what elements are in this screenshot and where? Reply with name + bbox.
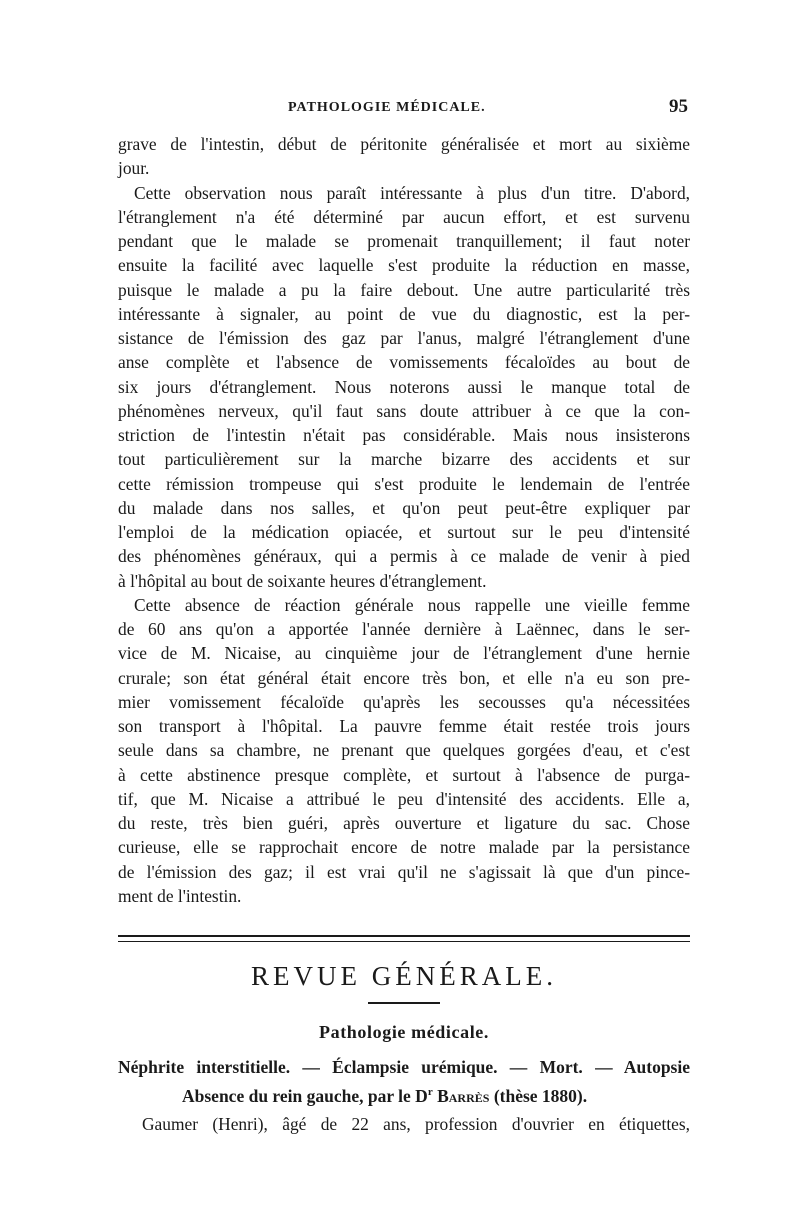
author-name: Barrès	[432, 1085, 490, 1106]
page-number: 95	[669, 96, 688, 117]
text-line: phénomènes nerveux, qu'il faut sans doute attribuer à ce que la con-	[118, 400, 690, 421]
title-underline	[368, 1002, 440, 1004]
text-line: mier vomissement fécaloïde qu'après les secousses qu'a nécessitées	[118, 691, 690, 712]
text-line: vice de M. Nicaise, au cinquième jour de l'étranglement d'une hernie	[118, 643, 690, 664]
text-line: son transport à l'hôpital. La pauvre femme était restée trois jours	[118, 716, 690, 736]
text-line: l'étranglement n'a été déterminé par aucun effort, et est survenu	[118, 206, 690, 227]
running-title: PATHOLOGIE MÉDICALE.	[288, 100, 486, 115]
title-abbreviation: r	[427, 1086, 433, 1098]
article-heading-text: Absence du rein gauche, par le D	[182, 1085, 428, 1106]
text-line: ment de l'intestin.	[118, 885, 242, 906]
text-line: à l'hôpital au bout de soixante heures d'étranglement.	[118, 570, 487, 591]
section-title: REVUE GÉNÉRALE.	[251, 961, 557, 991]
thesis-reference: (thèse 1880).	[489, 1085, 588, 1106]
text-line: crurale; son état général était encore très bon, et elle n'a eu son pre-	[118, 667, 690, 688]
text-line: cette rémission trompeuse qui s'est produite le lendemain de l'entrée	[118, 473, 690, 494]
text-line: tout particulièrement sur la marche bizarre des accidents et sur	[118, 449, 690, 470]
text-line: striction de l'intestin n'était pas considérable. Mais nous insisterons	[118, 425, 690, 445]
article-heading-line: Néphrite interstitielle. — Éclampsie urémique. — Mort. — Autopsie	[118, 1057, 690, 1077]
text-line: intéressante à signaler, au point de vue du diagnostic, est la per-	[118, 303, 690, 324]
text-line: à cette abstinence presque complète, et surtout à l'absence de purga-	[118, 764, 690, 785]
text-line: jour.	[118, 158, 150, 179]
running-head	[118, 96, 688, 120]
text-line: puisque le malade a pu la faire debout. Une autre particularité très	[118, 279, 690, 300]
text-line: du reste, très bien guéri, après ouverture et ligature du sac. Chose	[118, 813, 690, 833]
text-line: pendant que le malade se promenait tranquillement; il faut noter	[118, 231, 690, 251]
text-line: seule dans sa chambre, ne prenant que quelques gorgées d'eau, et c'est	[118, 740, 690, 761]
text-line: six jours d'étranglement. Nous noterons aussi le manque total de	[118, 376, 690, 397]
text-line: curieuse, elle se rapprochait encore de notre malade par la persistance	[118, 837, 690, 858]
text-line: l'emploi de la médication opiacée, et surtout sur le peu d'intensité	[118, 522, 690, 542]
article-body	[118, 1112, 690, 1136]
text-line: Cette observation nous paraît intéressante à plus d'un titre. D'abord,	[134, 182, 690, 203]
body-text	[118, 132, 690, 908]
text-line: anse complète et l'absence de vomissements fécaloïdes au bout de	[118, 352, 690, 373]
text-line: tif, que M. Nicaise a attribué le peu d'intensité des accidents. Elle a,	[118, 788, 690, 809]
subsection-title: Pathologie médicale.	[319, 1022, 489, 1042]
article-heading-line	[118, 1080, 690, 1105]
text-line: de 60 ans qu'on a apportée l'année dernière à Laënnec, dans le ser-	[118, 619, 690, 639]
text-line: des phénomènes généraux, qui a permis à ce malade de venir à pied	[118, 546, 690, 567]
article-heading	[118, 1055, 690, 1105]
text-line: Cette absence de réaction générale nous rappelle une vieille femme	[134, 594, 690, 615]
text-line: sistance de l'émission des gaz par l'anus, malgré l'étranglement d'une	[118, 328, 690, 348]
text-line: grave de l'intestin, début de péritonite généralisée et mort au sixième	[118, 134, 690, 154]
text-line: Gaumer (Henri), âgé de 22 ans, profession d'ouvrier en étiquettes,	[142, 1114, 690, 1134]
text-line: du malade dans nos salles, et qu'on peut peut-être expliquer par	[118, 497, 690, 518]
text-line: de l'émission des gaz; il est vrai qu'il ne s'agissait là que d'un pince-	[118, 861, 690, 882]
text-line: ensuite la facilité avec laquelle s'est produite la réduction en masse,	[118, 255, 690, 276]
section-divider	[118, 935, 690, 942]
